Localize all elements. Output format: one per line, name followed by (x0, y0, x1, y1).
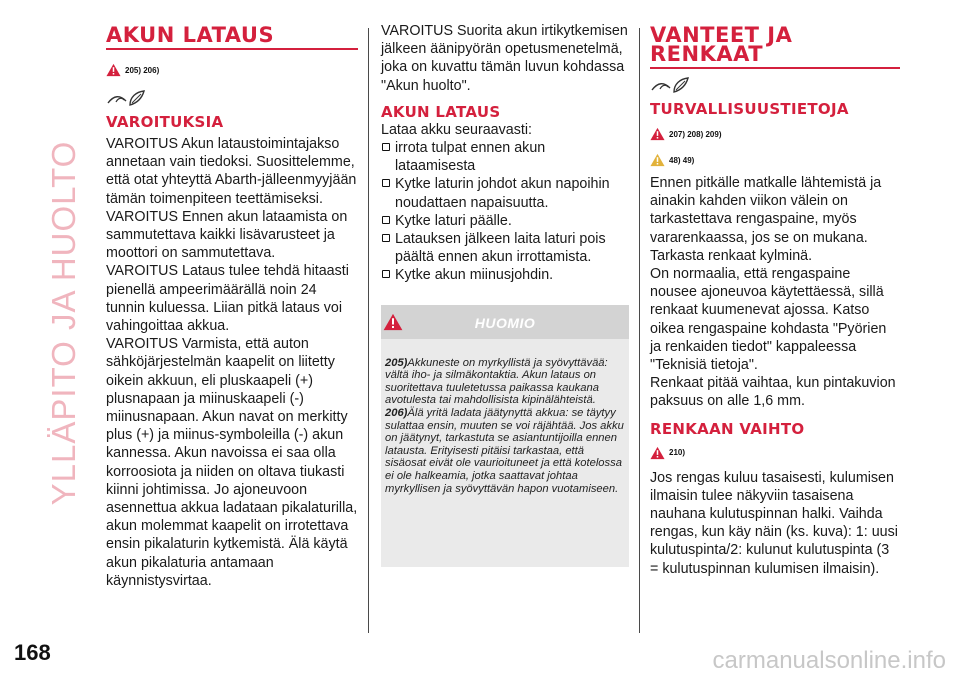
section-title-line2: RENKAAT (650, 45, 900, 69)
paragraph: Renkaat pitää vaihtaa, kun pintakuvion paksuus on alle 1,6 mm. (650, 375, 896, 410)
list-item (381, 230, 629, 266)
note-ref: 205) (385, 356, 408, 369)
warning-refs: 207) 208) 209) (669, 129, 722, 139)
page-number: 168 (14, 640, 51, 665)
list-item-text: Kytke laturin johdot akun napoihin noudattaen napaisuutta. (395, 176, 610, 211)
list-item-text: Latauksen jälkeen laita laturi pois päältä ennen akun irrottamista. (395, 231, 606, 266)
note-ref: 206) (385, 407, 408, 420)
checkbox-square-icon (382, 179, 390, 187)
subtitle-battery-charging: AKUN LATAUS (381, 102, 501, 121)
paragraph-lead: Lataa akku seuraavasti: (381, 121, 533, 138)
warning-refs-row (650, 124, 900, 144)
sidebar-title-text: YLLÄPITO JA HUOLTO (45, 140, 82, 506)
list-item-text: Kytke akun miinusjohdin. (395, 267, 554, 284)
column-divider-2 (639, 28, 640, 633)
checkbox-square-icon (382, 216, 390, 224)
sidebar-chapter-title (44, 24, 84, 624)
warning-refs: 210) (669, 448, 686, 458)
eco-leaf-icon (106, 89, 150, 107)
warning-refs-row (650, 443, 900, 463)
subtitle-safety-info: TURVALLISUUSTIETOJA (650, 100, 849, 118)
checkbox-square-icon (382, 234, 390, 242)
paragraph: On normaalia, että rengaspaine nousee ajoneuvoa käytettäessä, sillä renkaat kuumenevat ajossa. Katso oikea rengaspaine kohdasta "Pyörien ja renkaiden tiedot" kappaleessa "Teknisiä tietoja". (650, 266, 887, 374)
column-battery-charging (106, 23, 358, 590)
note-text: Akkuneste on myrkyllistä ja syövyttävää: vältä iho- ja silmäkontaktia. Akun lataus on suoritettava tuuletetussa paikassa kaukana avotulesta tai mahdollisista kipinälähteistä. (385, 356, 608, 407)
subtitle-tyre-change: RENKAAN VAIHTO (650, 419, 805, 438)
warning-refs-row (106, 60, 358, 80)
info-triangle-icon (650, 153, 665, 167)
checkbox-square-icon (382, 143, 390, 151)
paragraph: Jos rengas kuluu tasaisesti, kulumisen ilmaisin tulee näkyviin tasaisena nauhana kulutuspinnan halki. Vaihda rengas, kun käy näin (ks. kuva): 1: uusi kulutuspinta/2: kulunut kulutuspinta (3 = kulutuspinnan kulumisen ilmaisin). (650, 469, 898, 577)
list-item (381, 212, 629, 230)
eco-leaf-icon (650, 76, 694, 94)
list-item-text: Kytke laturi päälle. (395, 212, 512, 229)
list-item (381, 266, 629, 284)
note-header-title: HUOMIO (474, 314, 536, 331)
paragraph: VAROITUS Varmista, että auton sähköjärjestelmän kaapelit on liitetty oikein akkuun, eli pluskaapeli (+) plusnapaan ja miinuskaapeli (-) miinusnapaan. Akun navat on merkitty plus (+) ja miinus-symboleilla (-) akun kannessa. Akun navoissa ei saa olla korroosiota ja niiden on oltava tiukasti kiinni johtimissa. Jo ajoneuvoon asennettua akkua ladataan pikalaturilla, akun molemmat kaapelit on irrotettava ensin pikalaturin kytkemistä. Älä käytä akun pikalaturia antamaan käynnistysvirtaa. (106, 336, 358, 589)
list-item-text: irrota tulpat ennen akun lataamisesta (395, 140, 546, 175)
watermark-text: carmanualsonline.info (712, 647, 946, 674)
paragraph-intro: VAROITUS Suorita akun irtikytkemisen jälkeen äänipyörän opetusmenetelmä, joka on kuvattu tämän luvun kohdassa "Akun huolto". (381, 23, 628, 94)
column-wheels-tyres (650, 23, 900, 578)
warning-triangle-icon (650, 127, 665, 141)
warning-triangle-icon (650, 446, 665, 460)
info-refs: 48) 49) (669, 155, 695, 165)
paragraph: VAROITUS Akun lataustoimintajakso annetaan vain tiedoksi. Suosittelemme, että otat yhteyttä Abarth-jälleenmyyjään tämän toimenpiteen teettämiseksi. (106, 136, 357, 207)
note-item (385, 407, 625, 495)
info-refs-row (650, 150, 900, 170)
warning-triangle-icon (106, 63, 121, 77)
paragraph: VAROITUS Ennen akun lataamista on sammutettava kaikki lisävarusteet ja moottori on sammutettava. (106, 208, 348, 262)
note-text: Älä yritä ladata jäätynyttä akkua: se täytyy sulattaa ensin, muuten se voi räjähtää. Jos akku on jäätynyt, tarkastuta se asiantuntijoilla ennen latausta. Erityisesti pitäisi tarkastaa, että sisäosat eivät ole vaurioituneet ja että kotelossa ei ole halkeamia, jotka saattavat johtaa myrkyllisen ja syövyttävän hapon vuotamiseen. (385, 407, 624, 495)
column-charging-steps (381, 23, 629, 567)
column-divider-1 (368, 28, 369, 633)
section-title-battery-charging: AKUN LATAUS (106, 26, 358, 50)
eco-icon-wrap (650, 76, 900, 94)
list-item (381, 139, 629, 175)
checkbox-square-icon (382, 270, 390, 278)
note-header (381, 305, 629, 339)
list-item (381, 175, 629, 211)
eco-icon-wrap (106, 89, 358, 107)
paragraph: Ennen pitkälle matkalle lähtemistä ja ainakin kahden viikon välein on tarkastettava rengaspaine, myös vararenkaassa, jos se on mukana. Tarkasta renkaat kylminä. (650, 175, 882, 264)
note-body (381, 339, 629, 567)
subtitle-warnings: VAROITUKSIA (106, 113, 224, 131)
note-item (385, 357, 625, 407)
paragraph: VAROITUS Lataus tulee tehdä hitaasti pienellä ampeerimäärällä noin 24 tunnin kuluessa. Liian pitkä lataus voi vahingoittaa akkua. (106, 263, 349, 335)
warning-refs: 205) 206) (125, 65, 160, 75)
section-title-line1: VANTEET JA (650, 23, 793, 47)
